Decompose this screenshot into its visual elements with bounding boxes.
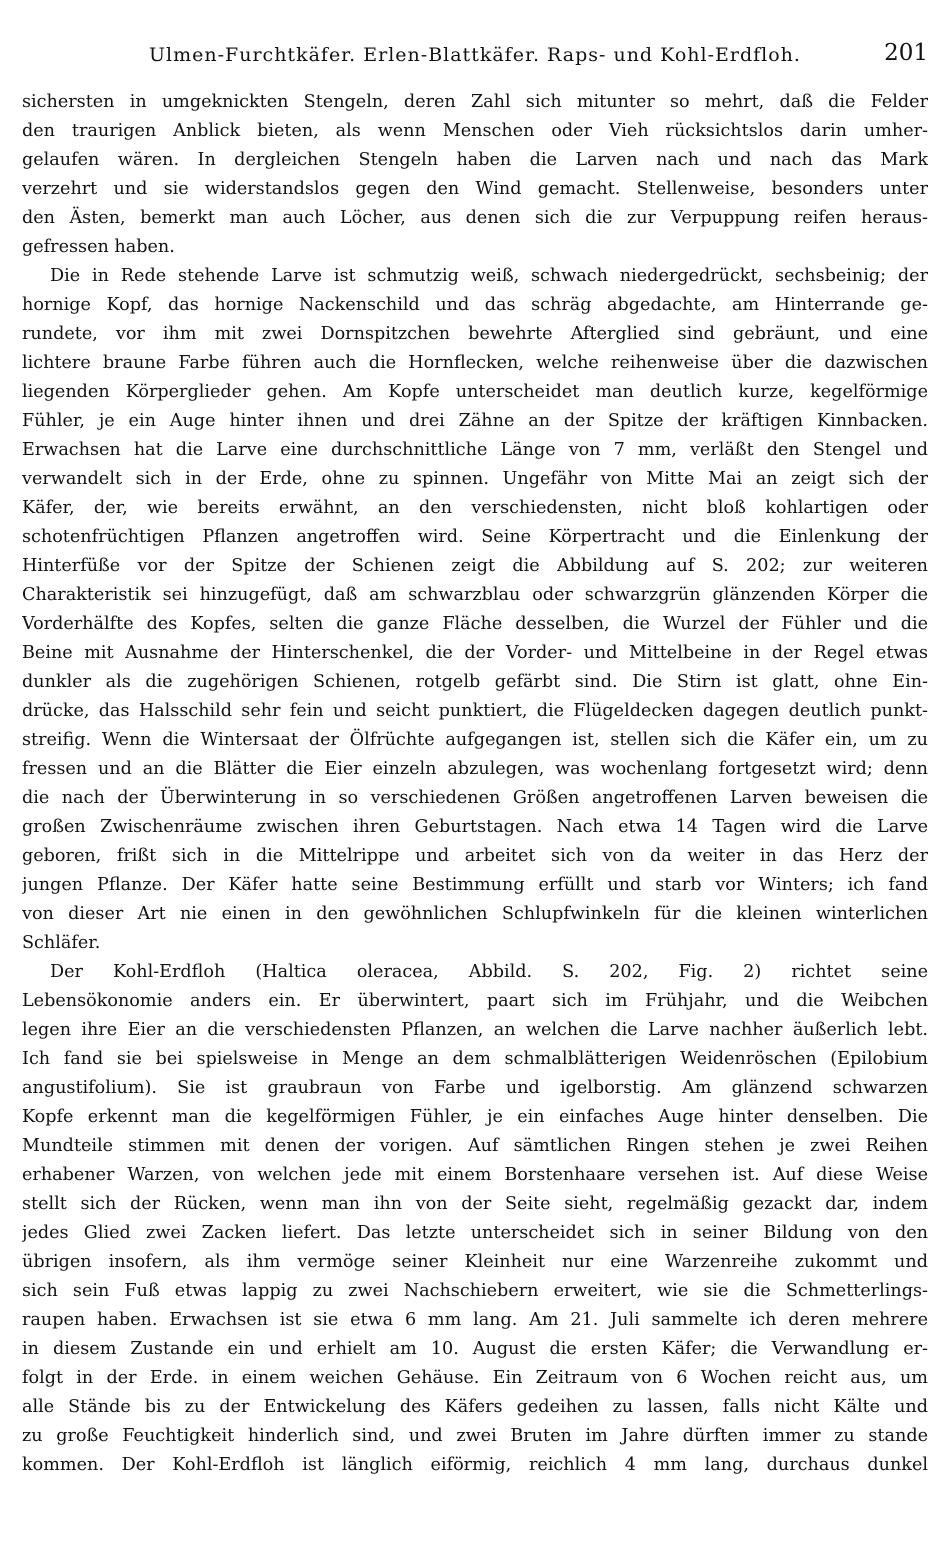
- text-line: Die in Rede stehende Larve ist schmutzig weiß, schwach niedergedrückt, sechsbeinig; der: [50, 266, 928, 286]
- text-line: raupen haben. Erwachsen ist sie etwa 6 mm lang. Am 21. Juli sammelte ich deren mehrere: [22, 1310, 928, 1330]
- running-title: Ulmen-Furchtkäfer. Erlen-Blattkäfer. Raps- und Kohl-Erdfloh.: [149, 44, 801, 66]
- text-line: gelaufen wären. In dergleichen Stengeln haben die Larven nach und nach das Mark: [22, 150, 928, 170]
- text-line: stellt sich der Rücken, wenn man ihn von der Seite sieht, regelmäßig gezackt dar, indem: [22, 1194, 928, 1214]
- text-line: übrigen insofern, als ihm vermöge seiner Kleinheit nur eine Warzenreihe zukommt und: [22, 1252, 928, 1272]
- text-line: Erwachsen hat die Larve eine durchschnittliche Länge von 7 mm, verläßt den Stengel und: [22, 440, 928, 460]
- paragraph: [22, 262, 928, 958]
- text-line: sich sein Fuß etwas lappig zu zwei Nachschiebern erweitert, wie sie die Schmetterlings-: [22, 1281, 928, 1301]
- text-line: drücke, das Halsschild sehr fein und seicht punktiert, die Flügeldecken dagegen deutlich punkt-: [22, 701, 928, 721]
- text-line: streifig. Wenn die Wintersaat der Ölfrüchte aufgegangen ist, stellen sich die Käfer ein, um zu: [22, 730, 928, 750]
- text-line: legen ihre Eier an die verschiedensten Pflanzen, an welchen die Larve nachher äußerlich lebt.: [22, 1020, 928, 1040]
- text-line: geboren, frißt sich in die Mittelrippe und arbeitet sich von da weiter in das Herz der: [22, 846, 928, 866]
- text-line: lichtere braune Farbe führen auch die Hornflecken, welche reihenweise über die dazwischen: [22, 353, 928, 373]
- text-line: zu große Feuchtigkeit hinderlich sind, und zwei Bruten im Jahre dürften immer zu stande: [22, 1426, 928, 1446]
- text-line: folgt in der Erde. in einem weichen Gehäuse. Ein Zeitraum von 6 Wochen reicht aus, um: [22, 1368, 928, 1388]
- text-line: großen Zwischenräume zwischen ihren Geburtstagen. Nach etwa 14 Tagen wird die Larve: [22, 817, 928, 837]
- text-line: liegenden Körperglieder gehen. Am Kopfe unterscheidet man deutlich kurze, kegelförmige: [22, 382, 928, 402]
- text-line: sichersten in umgeknickten Stengeln, deren Zahl sich mitunter so mehrt, daß die Felder: [22, 92, 928, 112]
- text-line: Mundteile stimmen mit denen der vorigen. Auf sämtlichen Ringen stehen je zwei Reihen: [22, 1136, 928, 1156]
- text-line: schotenfrüchtigen Pflanzen angetroffen wird. Seine Körpertracht und die Einlenkung der: [22, 527, 928, 547]
- text-line: die nach der Überwinterung in so verschiedenen Größen angetroffenen Larven beweisen die: [22, 788, 928, 808]
- text-line: Schläfer.: [22, 933, 101, 953]
- body-text: [22, 88, 928, 1480]
- text-line: Fühler, je ein Auge hinter ihnen und drei Zähne an der Spitze der kräftigen Kinnbacken.: [22, 411, 928, 431]
- text-line: Der Kohl-Erdfloh (Haltica oleracea, Abbild. S. 202, Fig. 2) richtet seine: [50, 962, 928, 982]
- text-line: verzehrt und sie widerstandslos gegen den Wind gemacht. Stellenweise, besonders unter: [22, 179, 928, 199]
- text-line: in diesem Zustande ein und erhielt am 10. August die ersten Käfer; die Verwandlung er-: [22, 1339, 928, 1359]
- text-line: erhabener Warzen, von welchen jede mit einem Borstenhaare versehen ist. Auf diese Weise: [22, 1165, 928, 1185]
- text-line: Hinterfüße vor der Spitze der Schienen zeigt die Abbildung auf S. 202; zur weiteren: [22, 556, 928, 576]
- text-line: angustifolium). Sie ist graubraun von Farbe und igelborstig. Am glänzend schwarzen: [22, 1078, 928, 1098]
- page-number: 201: [884, 40, 928, 66]
- text-line: Charakteristik sei hinzugefügt, daß am schwarzblau oder schwarzgrün glänzenden Körper die: [22, 585, 928, 605]
- text-line: rundete, vor ihm mit zwei Dornspitzchen bewehrte Afterglied sind gebräunt, und eine: [22, 324, 928, 344]
- text-line: gefressen haben.: [22, 237, 175, 257]
- text-line: jungen Pflanze. Der Käfer hatte seine Bestimmung erfüllt und starb vor Winters; ich fand: [22, 875, 928, 895]
- running-head: [22, 40, 928, 80]
- text-line: Käfer, der, wie bereits erwähnt, an den verschiedensten, nicht bloß kohlartigen oder: [22, 498, 928, 518]
- text-line: von dieser Art nie einen in den gewöhnlichen Schlupfwinkeln für die kleinen winterlichen: [22, 904, 928, 924]
- text-line: alle Stände bis zu der Entwickelung des Käfers gedeihen zu lassen, falls nicht Kälte und: [22, 1397, 928, 1417]
- text-line: den Ästen, bemerkt man auch Löcher, aus denen sich die zur Verpuppung reifen heraus-: [22, 208, 928, 228]
- text-line: Beine mit Ausnahme der Hinterschenkel, die der Vorder- und Mittelbeine in der Regel etwas: [22, 643, 928, 663]
- text-line: Lebensökonomie anders ein. Er überwintert, paart sich im Frühjahr, und die Weibchen: [22, 991, 928, 1011]
- text-line: Vorderhälfte des Kopfes, selten die ganze Fläche desselben, die Wurzel der Fühler und die: [22, 614, 928, 634]
- text-line: fressen und an die Blätter die Eier einzeln abzulegen, was wochenlang fortgesetzt wird; denn: [22, 759, 928, 779]
- text-line: Kopfe erkennt man die kegelförmigen Fühler, je ein einfaches Auge hinter denselben. Die: [22, 1107, 928, 1127]
- text-line: kommen. Der Kohl-Erdfloh ist länglich eiförmig, reichlich 4 mm lang, durchaus dunkel: [22, 1455, 928, 1475]
- paragraph: [22, 958, 928, 1480]
- text-line: dunkler als die zugehörigen Schienen, rotgelb gefärbt sind. Die Stirn ist glatt, ohne Ein-: [22, 672, 928, 692]
- text-line: Ich fand sie bei spielsweise in Menge an dem schmalblätterigen Weidenröschen (Epilobium: [22, 1049, 928, 1069]
- paragraph: [22, 88, 928, 262]
- text-line: verwandelt sich in der Erde, ohne zu spinnen. Ungefähr von Mitte Mai an zeigt sich der: [22, 469, 928, 489]
- text-line: den traurigen Anblick bieten, als wenn Menschen oder Vieh rücksichtslos darin umher-: [22, 121, 928, 141]
- text-line: hornige Kopf, das hornige Nackenschild und das schräg abgedachte, am Hinterrande ge-: [22, 295, 928, 315]
- text-line: jedes Glied zwei Zacken liefert. Das letzte unterscheidet sich in seiner Bildung von den: [22, 1223, 928, 1243]
